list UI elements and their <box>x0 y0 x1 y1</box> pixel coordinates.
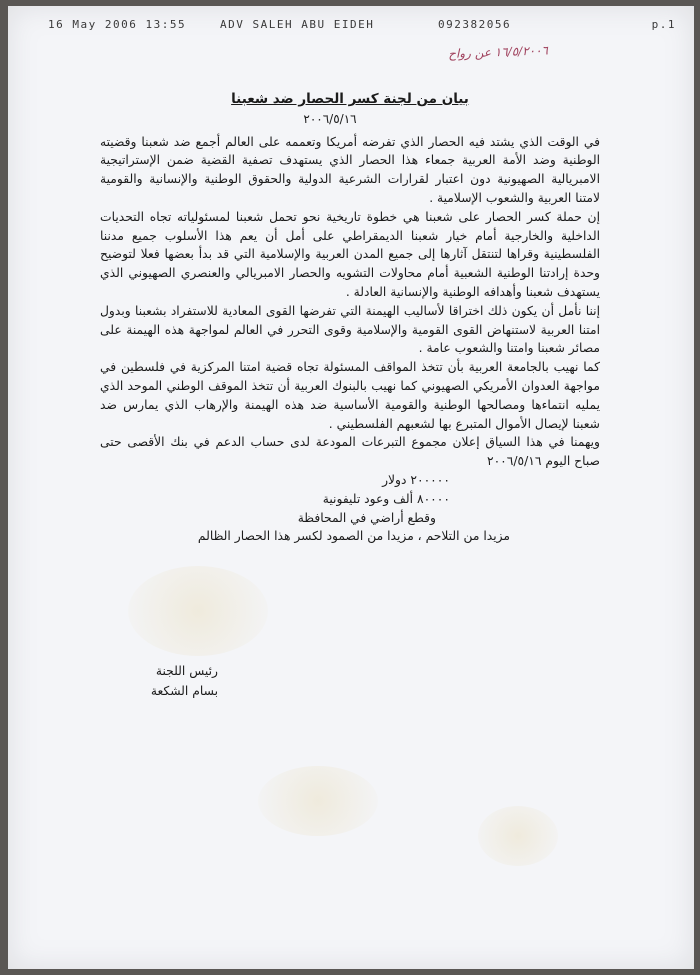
fax-header <box>30 18 680 34</box>
fax-phone: 092382056 <box>438 18 512 31</box>
closing-line: مزيدا من التلاحم ، مزيدا من الصمود لكسر هذا الحصار الظالم <box>197 529 510 544</box>
paragraph: ويهمنا في هذا السياق إعلان مجموع التبرعات المودعة لدى حساب الدعم في بنك الأقصى حتى صباح اليوم ٢٠٠٦/٥/١٦ <box>100 435 600 469</box>
document-title: بيان من لجنة كسر الحصار ضد شعبنا <box>231 91 469 107</box>
fax-sender: ADV SALEH ABU EIDEH <box>220 18 375 31</box>
fax-page-number: p.1 <box>651 18 676 31</box>
paper-stain <box>128 566 268 656</box>
signature-role: رئيس اللجنة <box>155 664 218 678</box>
paragraph: في الوقت الذي يشتد فيه الحصار الذي تفرضه أمريكا وتعممه على العالم أجمع ضد شعبنا وقضيته الوطنية وضد الأمة العربية جمعاء هذا الحصار الذي يستهدف تصفية القضية ضمن الإستراتيجية الامبريالية الصهيونية دون اعتبار لقرارات الشرعية الدولية والحقوق الوطنية والإنسانية والقومية لامتنا العربية والشعوب الإسلامية . <box>100 134 600 205</box>
paragraph: كما نهيب بالجامعة العربية بأن تتخذ المواقف المسئولة تجاه قضية امتنا المركزية في فلسطين في مواجهة العدوان الأمريكي الصهيوني كما نهيب بالبنوك العربية أن تتخذ الموقف الوطني الموحد الذي يمليه انتماءها ومصالحها الوطنية والقومية الأساسية ضد هذه الهيمنة والإرهاب الذي يمارس ضد شعبنا لإيصال الأموال المتبرع بها لشعبهم الفلسطيني . <box>100 360 600 431</box>
donations-list <box>100 471 600 527</box>
signature-block <box>98 661 218 701</box>
paper-stain <box>478 806 558 866</box>
fax-datetime: 16 May 2006 13:55 <box>48 18 187 31</box>
list-item: ٢٠٠٠٠٠ دولار <box>382 472 450 487</box>
document-date: ٢٠٠٦/٥/١٦ <box>303 111 357 126</box>
list-item: ٨٠٠٠٠ ألف وعود تليفونية <box>322 491 450 506</box>
statement-body <box>100 90 600 546</box>
paper-stain <box>258 766 378 836</box>
handwritten-note: ١٦/٥/٢٠٠٦ عن رواح <box>447 43 549 61</box>
list-item: وقطع أراضي في المحافظة <box>297 510 436 525</box>
paragraph: إننا نأمل أن يكون ذلك اختراقا لأساليب الهيمنة التي تفرضها القوى المعادية للاستفراد بشعبنا وبدول امتنا العربية لاستنهاض القوى القومية والإسلامية وقوى التحرر في العالم لمواجهة هذه الهيمنة على مصائر شعبنا وامتنا والشعوب عامة . <box>100 303 600 356</box>
signature-name: بسام الشكعة <box>150 684 218 698</box>
paragraph: إن حملة كسر الحصار على شعبنا هي خطوة تاريخية نحو تحمل شعبنا لمسئولياته تجاه التحديات الداخلية والخارجية أمام خيار شعبنا الديمقراطي على أمل أن يعم هذا الأسلوب جميع مدننا الفلسطينية وقراها لتنتقل آثارها إلى جميع المدن العربية والإسلامية التي قد بدأ بعضها فعلا لتوضيح وحدة إرادتنا الوطنية الشعبية أمام محاولات التشويه والحصار الامبريالي والعنصري الصهيوني الذي يستهدف شعبنا وأهدافه الوطنية والإنسانية العادلة . <box>100 209 600 299</box>
